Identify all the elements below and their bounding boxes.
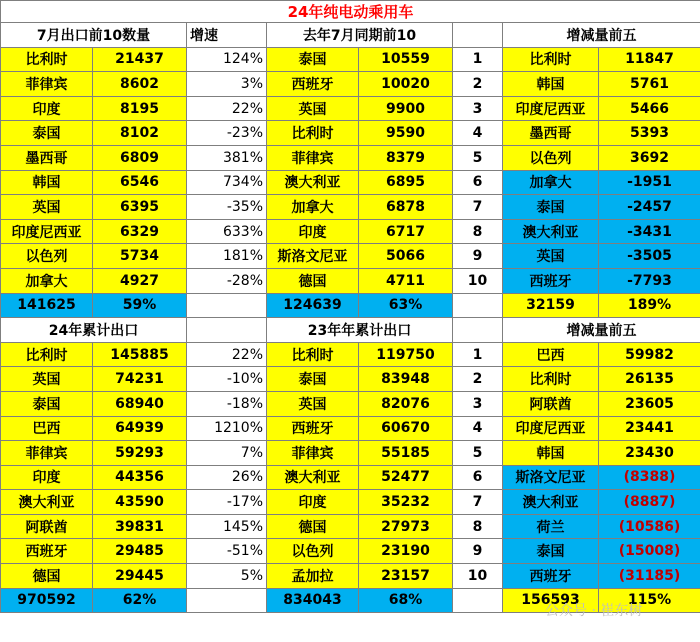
value-previous: 6878 <box>359 195 453 220</box>
growth-rate: -23% <box>187 121 267 146</box>
country-change: 英国 <box>503 244 599 269</box>
value-previous: 119750 <box>359 342 453 367</box>
value-previous: 10559 <box>359 47 453 72</box>
table-row <box>1 441 700 466</box>
country-previous: 斯洛文尼亚 <box>267 244 359 269</box>
value-change: 23605 <box>599 391 700 416</box>
value-previous: 35232 <box>359 490 453 515</box>
table-row <box>1 416 700 441</box>
rank-number: 6 <box>453 465 503 490</box>
rank-number: 7 <box>453 195 503 220</box>
value-change: 5761 <box>599 72 700 97</box>
value-current: 39831 <box>93 514 187 539</box>
header-change-top5-cumulative: 增减量前五 <box>503 318 700 343</box>
value-previous: 23190 <box>359 539 453 564</box>
country-change: 墨西哥 <box>503 121 599 146</box>
value-current: 4927 <box>93 268 187 293</box>
watermark: 公众号 · 崔东树 <box>545 603 643 619</box>
total-change: 156593 <box>503 588 599 613</box>
value-change: 26135 <box>599 367 700 392</box>
header-july-export-top10: 7月出口前10数量 <box>1 23 187 48</box>
country-previous: 孟加拉 <box>267 564 359 589</box>
country-change: 阿联酋 <box>503 391 599 416</box>
value-change: -7793 <box>599 268 700 293</box>
rank-number: 10 <box>453 564 503 589</box>
table-row <box>1 564 700 589</box>
value-current: 6809 <box>93 145 187 170</box>
growth-rate: 26% <box>187 465 267 490</box>
value-change: (15008) <box>599 539 700 564</box>
table-row <box>1 96 700 121</box>
rank-number: 4 <box>453 121 503 146</box>
table-row <box>1 514 700 539</box>
growth-rate: 181% <box>187 244 267 269</box>
growth-rate: 22% <box>187 342 267 367</box>
header-last-july-top10: 去年7月同期前10 <box>267 23 453 48</box>
country-previous: 西班牙 <box>267 72 359 97</box>
country-change: 泰国 <box>503 195 599 220</box>
value-change: (31185) <box>599 564 700 589</box>
rank-number: 9 <box>453 539 503 564</box>
country-current: 菲律宾 <box>1 72 93 97</box>
table-row <box>1 145 700 170</box>
country-current: 英国 <box>1 367 93 392</box>
value-change: 11847 <box>599 47 700 72</box>
country-current: 印度 <box>1 465 93 490</box>
value-previous: 60670 <box>359 416 453 441</box>
country-change: 澳大利亚 <box>503 219 599 244</box>
country-change: 西班牙 <box>503 268 599 293</box>
value-change: -1951 <box>599 170 700 195</box>
country-change: 韩国 <box>503 72 599 97</box>
value-current: 145885 <box>93 342 187 367</box>
country-current: 澳大利亚 <box>1 490 93 515</box>
country-change: 西班牙 <box>503 564 599 589</box>
rank-number: 1 <box>453 342 503 367</box>
value-change: 23441 <box>599 416 700 441</box>
total-gap <box>453 588 503 613</box>
total-gap <box>187 588 267 613</box>
total-row <box>1 293 700 318</box>
value-current: 44356 <box>93 465 187 490</box>
growth-rate: 734% <box>187 170 267 195</box>
growth-rate: -10% <box>187 367 267 392</box>
table-row <box>1 367 700 392</box>
total-current: 970592 <box>1 588 93 613</box>
table-title: 24年纯电动乘用车 <box>1 1 700 23</box>
country-previous: 印度 <box>267 490 359 515</box>
growth-rate: -28% <box>187 268 267 293</box>
value-previous: 10020 <box>359 72 453 97</box>
value-previous: 23157 <box>359 564 453 589</box>
total-gap <box>187 293 267 318</box>
share-change: 189% <box>599 293 700 318</box>
country-change: 泰国 <box>503 539 599 564</box>
value-previous: 4711 <box>359 268 453 293</box>
growth-rate: 5% <box>187 564 267 589</box>
country-previous: 德国 <box>267 514 359 539</box>
rank-number: 1 <box>453 47 503 72</box>
total-current: 141625 <box>1 293 93 318</box>
value-previous: 83948 <box>359 367 453 392</box>
country-current: 泰国 <box>1 391 93 416</box>
share-current: 59% <box>93 293 187 318</box>
country-current: 英国 <box>1 195 93 220</box>
growth-rate: -51% <box>187 539 267 564</box>
total-previous: 834043 <box>267 588 359 613</box>
rank-number: 2 <box>453 72 503 97</box>
growth-rate: -17% <box>187 490 267 515</box>
value-change: (8887) <box>599 490 700 515</box>
value-current: 8195 <box>93 96 187 121</box>
growth-rate: 3% <box>187 72 267 97</box>
table-row <box>1 244 700 269</box>
country-previous: 澳大利亚 <box>267 465 359 490</box>
country-change: 比利时 <box>503 47 599 72</box>
value-current: 29445 <box>93 564 187 589</box>
country-current: 印度尼西亚 <box>1 219 93 244</box>
country-current: 墨西哥 <box>1 145 93 170</box>
growth-rate: -18% <box>187 391 267 416</box>
country-change: 比利时 <box>503 367 599 392</box>
country-previous: 泰国 <box>267 47 359 72</box>
country-current: 以色列 <box>1 244 93 269</box>
growth-rate: 22% <box>187 96 267 121</box>
table-row <box>1 170 700 195</box>
value-previous: 6895 <box>359 170 453 195</box>
country-current: 比利时 <box>1 342 93 367</box>
country-change: 澳大利亚 <box>503 490 599 515</box>
country-previous: 德国 <box>267 268 359 293</box>
rank-number: 8 <box>453 219 503 244</box>
value-previous: 5066 <box>359 244 453 269</box>
country-change: 加拿大 <box>503 170 599 195</box>
country-previous: 菲律宾 <box>267 145 359 170</box>
rank-number: 5 <box>453 145 503 170</box>
value-previous: 82076 <box>359 391 453 416</box>
value-current: 21437 <box>93 47 187 72</box>
country-current: 印度 <box>1 96 93 121</box>
table-row <box>1 391 700 416</box>
growth-rate: 124% <box>187 47 267 72</box>
country-previous: 比利时 <box>267 342 359 367</box>
country-previous: 印度 <box>267 219 359 244</box>
country-current: 菲律宾 <box>1 441 93 466</box>
value-current: 64939 <box>93 416 187 441</box>
value-current: 6546 <box>93 170 187 195</box>
header-gap <box>453 318 503 343</box>
country-current: 阿联酋 <box>1 514 93 539</box>
share-previous: 63% <box>359 293 453 318</box>
header-gap <box>187 318 267 343</box>
growth-rate: 1210% <box>187 416 267 441</box>
value-current: 68940 <box>93 391 187 416</box>
share-previous: 68% <box>359 588 453 613</box>
value-change: (10586) <box>599 514 700 539</box>
header-24-cumulative: 24年累计出口 <box>1 318 187 343</box>
growth-rate: 633% <box>187 219 267 244</box>
value-change: 5466 <box>599 96 700 121</box>
growth-rate: 381% <box>187 145 267 170</box>
table-row <box>1 121 700 146</box>
country-change: 印度尼西亚 <box>503 96 599 121</box>
total-gap <box>453 293 503 318</box>
rank-number: 3 <box>453 96 503 121</box>
share-change: 115% <box>599 588 700 613</box>
rank-number: 10 <box>453 268 503 293</box>
country-previous: 加拿大 <box>267 195 359 220</box>
table-row <box>1 47 700 72</box>
value-previous: 9900 <box>359 96 453 121</box>
country-previous: 菲律宾 <box>267 441 359 466</box>
table-row <box>1 342 700 367</box>
value-current: 6329 <box>93 219 187 244</box>
rank-number: 6 <box>453 170 503 195</box>
growth-rate: -35% <box>187 195 267 220</box>
country-previous: 比利时 <box>267 121 359 146</box>
growth-rate: 145% <box>187 514 267 539</box>
value-current: 6395 <box>93 195 187 220</box>
value-change: (8388) <box>599 465 700 490</box>
country-previous: 泰国 <box>267 367 359 392</box>
value-change: 3692 <box>599 145 700 170</box>
value-current: 8102 <box>93 121 187 146</box>
country-current: 西班牙 <box>1 539 93 564</box>
header-growth: 增速 <box>187 23 267 48</box>
value-change: 59982 <box>599 342 700 367</box>
rank-number: 8 <box>453 514 503 539</box>
table-row <box>1 195 700 220</box>
value-current: 74231 <box>93 367 187 392</box>
country-previous: 西班牙 <box>267 416 359 441</box>
table-row <box>1 219 700 244</box>
country-current: 巴西 <box>1 416 93 441</box>
value-current: 5734 <box>93 244 187 269</box>
table-row <box>1 465 700 490</box>
value-previous: 8379 <box>359 145 453 170</box>
country-change: 荷兰 <box>503 514 599 539</box>
country-change: 印度尼西亚 <box>503 416 599 441</box>
country-current: 韩国 <box>1 170 93 195</box>
country-change: 斯洛文尼亚 <box>503 465 599 490</box>
country-change: 以色列 <box>503 145 599 170</box>
country-current: 加拿大 <box>1 268 93 293</box>
rank-number: 2 <box>453 367 503 392</box>
value-previous: 6717 <box>359 219 453 244</box>
country-previous: 英国 <box>267 96 359 121</box>
table-row <box>1 268 700 293</box>
value-previous: 52477 <box>359 465 453 490</box>
country-previous: 英国 <box>267 391 359 416</box>
country-previous: 以色列 <box>267 539 359 564</box>
header-23-cumulative: 23年年累计出口 <box>267 318 453 343</box>
country-current: 比利时 <box>1 47 93 72</box>
value-change: -3505 <box>599 244 700 269</box>
rank-number: 7 <box>453 490 503 515</box>
header-change-top5: 增减量前五 <box>503 23 700 48</box>
value-previous: 55185 <box>359 441 453 466</box>
value-previous: 9590 <box>359 121 453 146</box>
rank-number: 9 <box>453 244 503 269</box>
country-current: 德国 <box>1 564 93 589</box>
country-change: 韩国 <box>503 441 599 466</box>
country-change: 巴西 <box>503 342 599 367</box>
rank-number: 3 <box>453 391 503 416</box>
rank-number: 5 <box>453 441 503 466</box>
table-row <box>1 72 700 97</box>
value-change: -2457 <box>599 195 700 220</box>
value-current: 29485 <box>93 539 187 564</box>
rank-number: 4 <box>453 416 503 441</box>
value-current: 43590 <box>93 490 187 515</box>
share-current: 62% <box>93 588 187 613</box>
value-current: 8602 <box>93 72 187 97</box>
value-change: -3431 <box>599 219 700 244</box>
header-gap <box>453 23 503 48</box>
value-change: 23430 <box>599 441 700 466</box>
table-row <box>1 539 700 564</box>
growth-rate: 7% <box>187 441 267 466</box>
country-previous: 澳大利亚 <box>267 170 359 195</box>
section-header-row <box>1 318 700 343</box>
country-current: 泰国 <box>1 121 93 146</box>
total-previous: 124639 <box>267 293 359 318</box>
value-change: 5393 <box>599 121 700 146</box>
total-change: 32159 <box>503 293 599 318</box>
value-current: 59293 <box>93 441 187 466</box>
value-previous: 27973 <box>359 514 453 539</box>
table-row <box>1 490 700 515</box>
